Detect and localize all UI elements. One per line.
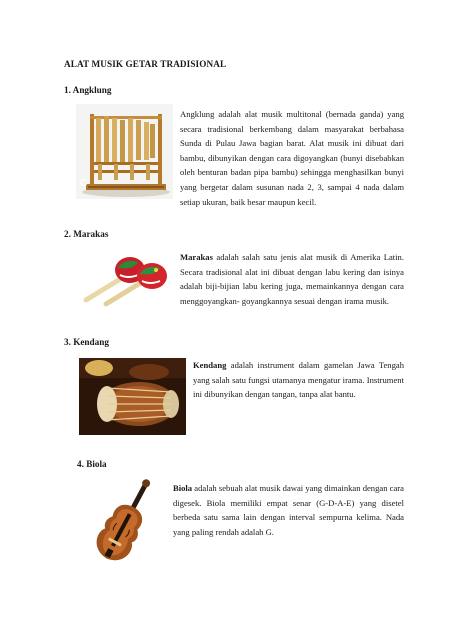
page-title: ALAT MUSIK GETAR TRADISIONAL xyxy=(64,59,227,69)
angklung-description: Angklung adalah alat musik multitonal (bernada ganda) yang secara tradisional berkembang dalam masyarakat berbahasa Sunda di Pulau Jawa bagian barat. Alat musik ini dibuat dari bambu, dibunyikan dengan cara digoyangkan (bunyi disebabkan oleh benturan badan pipa bambu) sehingga menghasilkan bunyi yang bergetar dalam susunan nada 2, 3, sampai 4 nada dalam setiap ukuran, baik besar maupun kecil. xyxy=(180,109,404,207)
biola-text: adalah sebuah alat musik dawai yang dimainkan dengan cara digesek. Biola memiliki empat senar (G-D-A-E) yang disetel berbeda satu sama lain dengan interval sempurna kelima. Nada yang paling rendah adalah G. xyxy=(173,483,404,537)
kendang-image xyxy=(79,358,186,435)
biola-image xyxy=(84,473,166,573)
term-marakas: Marakas xyxy=(180,252,213,262)
term-kendang: Kendang xyxy=(193,360,227,370)
marakas-image xyxy=(76,248,174,308)
section-heading-angklung: 1. Angklung xyxy=(64,85,112,95)
biola-description xyxy=(173,481,404,539)
angklung-image xyxy=(76,104,173,199)
marakas-description xyxy=(180,250,404,308)
section-heading-marakas: 2. Marakas xyxy=(64,229,109,239)
term-biola: Biola xyxy=(173,483,193,493)
kendang-description xyxy=(193,358,404,402)
section-heading-kendang: 3. Kendang xyxy=(64,337,109,347)
marakas-text: adalah salah satu jenis alat musik di Amerika Latin. Secara tradisional alat ini dibuat dengan labu kering dan isinya adalah biji-bijian labu kering juga, memainkannya dengan cara menggoyangkan- goyangkannya sesuai dengan irama musik. xyxy=(180,252,404,306)
section-heading-biola: 4. Biola xyxy=(77,459,107,469)
image-badge: C xyxy=(80,178,88,189)
kendang-text: adalah instrument dalam gamelan Jawa Tengah yang salah satu fungsi utamanya mengatur irama. Instrument ini dibunyikan dengan tangan, tanpa alat bantu. xyxy=(193,360,404,400)
